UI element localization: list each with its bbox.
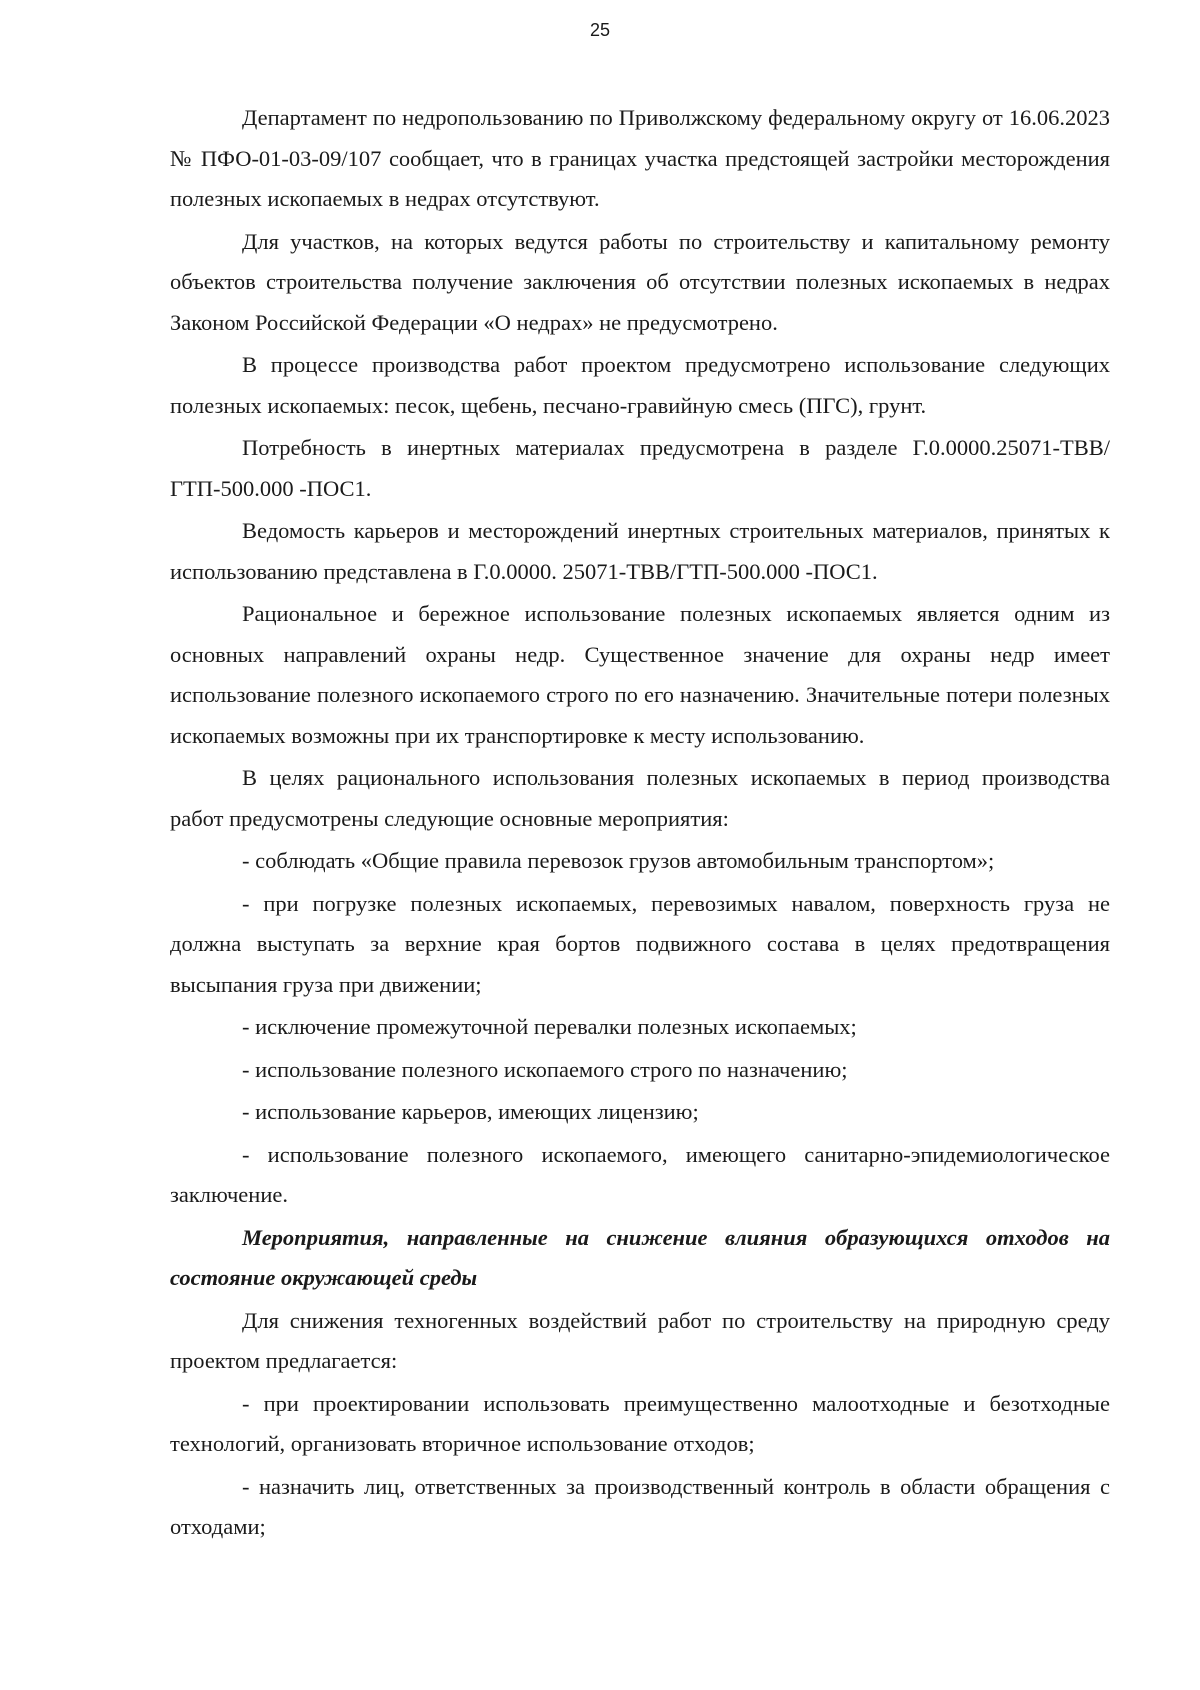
list-item: - соблюдать «Общие правила перевозок грузов автомобильным транспортом»; xyxy=(242,848,995,873)
list-item: - исключение промежуточной перевалки полезных ископаемых; xyxy=(242,1014,857,1039)
paragraph: Департамент по недропользованию по Приволжскому федеральному округу от 16.06.2023 № ПФО-01-03-09/107 сообщает, что в границах участка предстоящей застройки месторождения полезных ископаемых в недрах отсутствуют. xyxy=(170,105,1110,211)
page-number: 25 xyxy=(589,20,611,40)
paragraph: В процессе производства работ проектом предусмотрено использование следующих полезных ископаемых: песок, щебень, песчано-гравийную смесь (ПГС), грунт. xyxy=(170,352,1110,418)
document-body xyxy=(170,98,1110,1550)
list-item: - назначить лиц, ответственных за производственный контроль в области обращения с отходами; xyxy=(170,1473,1110,1539)
list-item: - использование полезного ископаемого, имеющего санитарно-эпидемиологическое заключение. xyxy=(170,1141,1110,1207)
paragraph: Для участков, на которых ведутся работы по строительству и капитальному ремонту объектов строительства получение заключения об отсутствии полезных ископаемых в недрах Законом Российской Федерации «О недрах» не предусмотрено. xyxy=(170,228,1110,335)
paragraph: Потребность в инертных материалах предусмотрена в разделе Г.0.0000.25071-ТВВ/ГТП-500.000 -ПОС1. xyxy=(170,435,1110,501)
paragraph: Ведомость карьеров и месторождений инертных строительных материалов, принятых к использованию представлена в Г.0.0000. 25071-ТВВ/ГТП-500.000 -ПОС1. xyxy=(170,518,1110,584)
list-item: - при погрузке полезных ископаемых, перевозимых навалом, поверхность груза не должна выступать за верхние края бортов подвижного состава в целях предотвращения высыпания груза при движении; xyxy=(170,890,1110,997)
list-item: - использование полезного ископаемого строго по назначению; xyxy=(242,1056,848,1082)
list-item: - использование карьеров, имеющих лицензию; xyxy=(242,1099,699,1124)
paragraph: В целях рационального использования полезных ископаемых в период производства работ предусмотрены следующие основные мероприятия: xyxy=(170,765,1110,831)
paragraph: Для снижения техногенных воздействий работ по строительству на природную среду проектом предлагается: xyxy=(170,1307,1110,1373)
list-item: - при проектировании использовать преимущественно малоотходные и безотходные технологий, организовать вторичное использование отходов; xyxy=(170,1390,1110,1456)
section-heading: Мероприятия, направленные на снижение влияния образующихся отходов на состояние окружающей среды xyxy=(170,1224,1110,1290)
paragraph: Рациональное и бережное использование полезных ископаемых является одним из основных направлений охраны недр. Существенное значение для охраны недр имеет использование полезного ископаемого строго по его назначению. Значительные потери полезных ископаемых возможны при их транспортировке к месту использованию. xyxy=(170,601,1110,748)
